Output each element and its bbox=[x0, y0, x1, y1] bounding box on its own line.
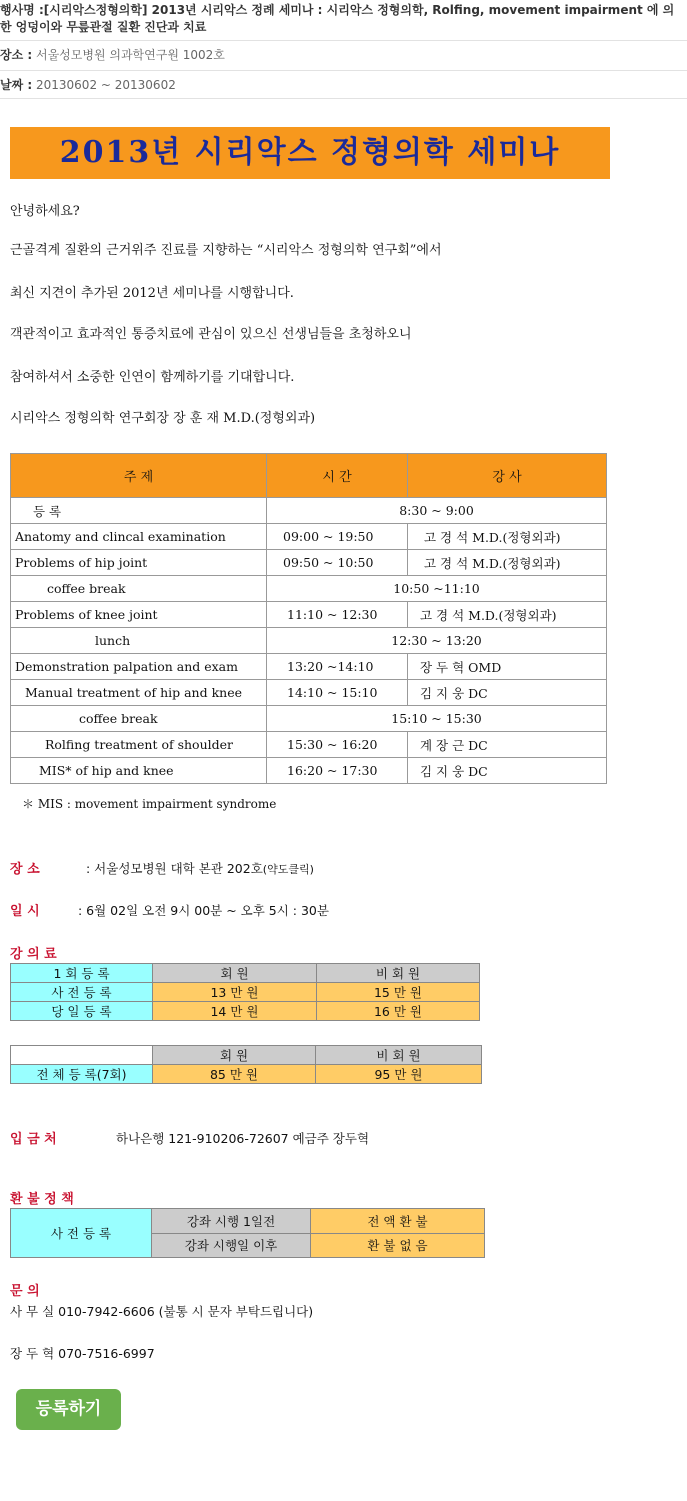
speaker-cell: 장 두 혁 OMD bbox=[408, 654, 607, 680]
topic-cell: Manual treatment of hip and knee bbox=[11, 680, 267, 706]
deposit-value: 하나은행 121-910206-72607 예금주 장두혁 bbox=[116, 1131, 370, 1146]
greeting-signature: 시리악스 정형의학 연구회장 장 훈 재 M.D.(정형외과) bbox=[10, 411, 316, 426]
table-row bbox=[11, 1002, 480, 1021]
topic-cell: Demonstration palpation and exam bbox=[11, 654, 267, 680]
topic-cell: Anatomy and clincal examination bbox=[11, 524, 267, 550]
table-row bbox=[11, 1209, 485, 1234]
speaker-cell: 고 경 석 M.D.(정형외과) bbox=[408, 550, 607, 576]
fee-head-cell: 비 회 원 bbox=[316, 1046, 482, 1065]
time-cell: 12:30 ~ 13:20 bbox=[267, 628, 607, 654]
event-title bbox=[0, 2, 684, 36]
time-cell: 09:00 ~ 19:50 bbox=[267, 524, 408, 550]
contact-person: 장 두 혁 070-7516-6997 bbox=[10, 1346, 155, 1361]
fee-member-cell: 14 만 원 bbox=[153, 1002, 317, 1021]
fee-nonmember-cell: 95 만 원 bbox=[316, 1065, 482, 1084]
greeting-line: 참여하셔서 소중한 인연이 함께하기를 기대합니다. bbox=[10, 370, 295, 385]
fee-member-cell: 85 만 원 bbox=[153, 1065, 316, 1084]
speaker-cell: 김 지 웅 DC bbox=[408, 758, 607, 784]
topic-cell: 등 록 bbox=[11, 498, 267, 524]
table-row bbox=[11, 524, 607, 550]
refund-condition: 강좌 시행 1일전 bbox=[152, 1209, 311, 1234]
greeting-line: 안녕하세요? bbox=[10, 204, 80, 219]
greeting-line: 최신 지견이 추가된 2012년 세미나를 시행합니다. bbox=[10, 286, 294, 301]
header-time: 시 간 bbox=[267, 454, 408, 498]
table-row bbox=[11, 576, 607, 602]
event-title-text: [시리악스정형의학] 2013년 시리악스 정례 세미나 : 시리악스 정형의학, Rolfing, movement impairment 에 의한 엉덩이와 무릎관절 질환 진단과 치료 bbox=[0, 3, 675, 34]
speaker-cell: 고 경 석 M.D.(정형외과) bbox=[408, 602, 607, 628]
time-cell: 15:30 ~ 16:20 bbox=[267, 732, 408, 758]
speaker-cell: 김 지 웅 DC bbox=[408, 680, 607, 706]
fee-head-cell bbox=[11, 1046, 153, 1065]
datetime-label: 일 시 bbox=[10, 904, 40, 919]
table-row bbox=[11, 498, 607, 524]
fee-head-cell: 1 회 등 록 bbox=[11, 964, 153, 983]
date-label: 날짜 : bbox=[0, 78, 33, 92]
venue-text: : 서울성모병원 대학 본관 202호 bbox=[86, 861, 263, 876]
speaker-cell: 고 경 석 M.D.(정형외과) bbox=[408, 524, 607, 550]
fee-label: 강 의 료 bbox=[10, 947, 57, 962]
speaker-cell: 계 장 근 DC bbox=[408, 732, 607, 758]
fee-nonmember-cell: 15 만 원 bbox=[317, 983, 480, 1002]
fee-head-cell: 비 회 원 bbox=[317, 964, 480, 983]
schedule-table bbox=[10, 453, 607, 784]
schedule-header-row bbox=[11, 454, 607, 498]
refund-label: 환 불 정 책 bbox=[10, 1192, 74, 1207]
deposit-label: 입 금 처 bbox=[10, 1132, 57, 1147]
refund-policy: 전 액 환 불 bbox=[311, 1209, 485, 1234]
table-row bbox=[11, 550, 607, 576]
datetime-value: : 6월 02일 오전 9시 00분 ~ 오후 5시 : 30분 bbox=[78, 903, 329, 918]
refund-table bbox=[10, 1208, 485, 1258]
topic-cell: Problems of hip joint bbox=[11, 550, 267, 576]
time-cell: 16:20 ~ 17:30 bbox=[267, 758, 408, 784]
venue-label: 장 소 bbox=[10, 862, 40, 877]
table-row bbox=[11, 628, 607, 654]
map-link[interactable]: (약도클릭) bbox=[262, 863, 314, 876]
contact-office: 사 무 실 010-7942-6606 (불통 시 문자 부탁드립니다) bbox=[10, 1304, 314, 1319]
greeting-line: 객관적이고 효과적인 통증치료에 관심이 있으신 선생님들을 초청하오니 bbox=[10, 327, 412, 342]
topic-cell: Problems of knee joint bbox=[11, 602, 267, 628]
fee-row-label: 당 일 등 록 bbox=[11, 1002, 153, 1021]
refund-policy: 환 불 없 음 bbox=[311, 1233, 485, 1258]
fee-nonmember-cell: 16 만 원 bbox=[317, 1002, 480, 1021]
table-row bbox=[11, 732, 607, 758]
refund-category: 사 전 등 록 bbox=[11, 1209, 152, 1258]
header-speaker: 강 사 bbox=[408, 454, 607, 498]
event-title-label: 행사명 : bbox=[0, 3, 44, 17]
time-cell: 10:50 ~11:10 bbox=[267, 576, 607, 602]
topic-cell: MIS* of hip and knee bbox=[11, 758, 267, 784]
register-button[interactable]: 등록하기 bbox=[16, 1389, 121, 1430]
topic-cell: Rolfing treatment of shoulder bbox=[11, 732, 267, 758]
fee-member-cell: 13 만 원 bbox=[153, 983, 317, 1002]
header-topic: 주 제 bbox=[11, 454, 267, 498]
seminar-banner bbox=[10, 127, 610, 179]
fee-head-cell: 회 원 bbox=[153, 964, 317, 983]
banner-title: 2013년 시리악스 정형의학 세미나 bbox=[59, 135, 561, 170]
time-cell: 8:30 ~ 9:00 bbox=[267, 498, 607, 524]
venue-value bbox=[86, 859, 314, 877]
fee-table-full bbox=[10, 1045, 482, 1084]
table-row bbox=[11, 706, 607, 732]
time-cell: 09:50 ~ 10:50 bbox=[267, 550, 408, 576]
table-row bbox=[11, 602, 607, 628]
event-title-row bbox=[0, 0, 687, 41]
topic-cell: coffee break bbox=[11, 706, 267, 732]
table-row bbox=[11, 680, 607, 706]
schedule-footnote: ＊ MIS : movement impairment syndrome bbox=[22, 797, 277, 811]
contact-label: 문 의 bbox=[10, 1284, 40, 1299]
table-row bbox=[11, 1065, 482, 1084]
table-row bbox=[11, 654, 607, 680]
fee-row-label: 전 체 등 록(7회) bbox=[11, 1065, 153, 1084]
fee-row-label: 사 전 등 록 bbox=[11, 983, 153, 1002]
fee-head-cell: 회 원 bbox=[153, 1046, 316, 1065]
topic-cell: lunch bbox=[11, 628, 267, 654]
table-row bbox=[11, 1046, 482, 1065]
refund-condition: 강좌 시행일 이후 bbox=[152, 1233, 311, 1258]
event-place-row bbox=[0, 40, 687, 71]
event-date-row bbox=[0, 70, 687, 99]
time-cell: 13:20 ~14:10 bbox=[267, 654, 408, 680]
table-row bbox=[11, 964, 480, 983]
time-cell: 14:10 ~ 15:10 bbox=[267, 680, 408, 706]
fee-table-single bbox=[10, 963, 480, 1021]
time-cell: 11:10 ~ 12:30 bbox=[267, 602, 408, 628]
place-value: 서울성모병원 의과학연구원 1002호 bbox=[36, 48, 225, 62]
table-row bbox=[11, 983, 480, 1002]
topic-cell: coffee break bbox=[11, 576, 267, 602]
time-cell: 15:10 ~ 15:30 bbox=[267, 706, 607, 732]
greeting-line: 근골격계 질환의 근거위주 진료를 지향하는 “시리악스 정형의학 연구회”에서 bbox=[10, 243, 442, 258]
table-row bbox=[11, 758, 607, 784]
place-label: 장소 : bbox=[0, 48, 33, 62]
date-value: 20130602 ~ 20130602 bbox=[36, 78, 176, 92]
